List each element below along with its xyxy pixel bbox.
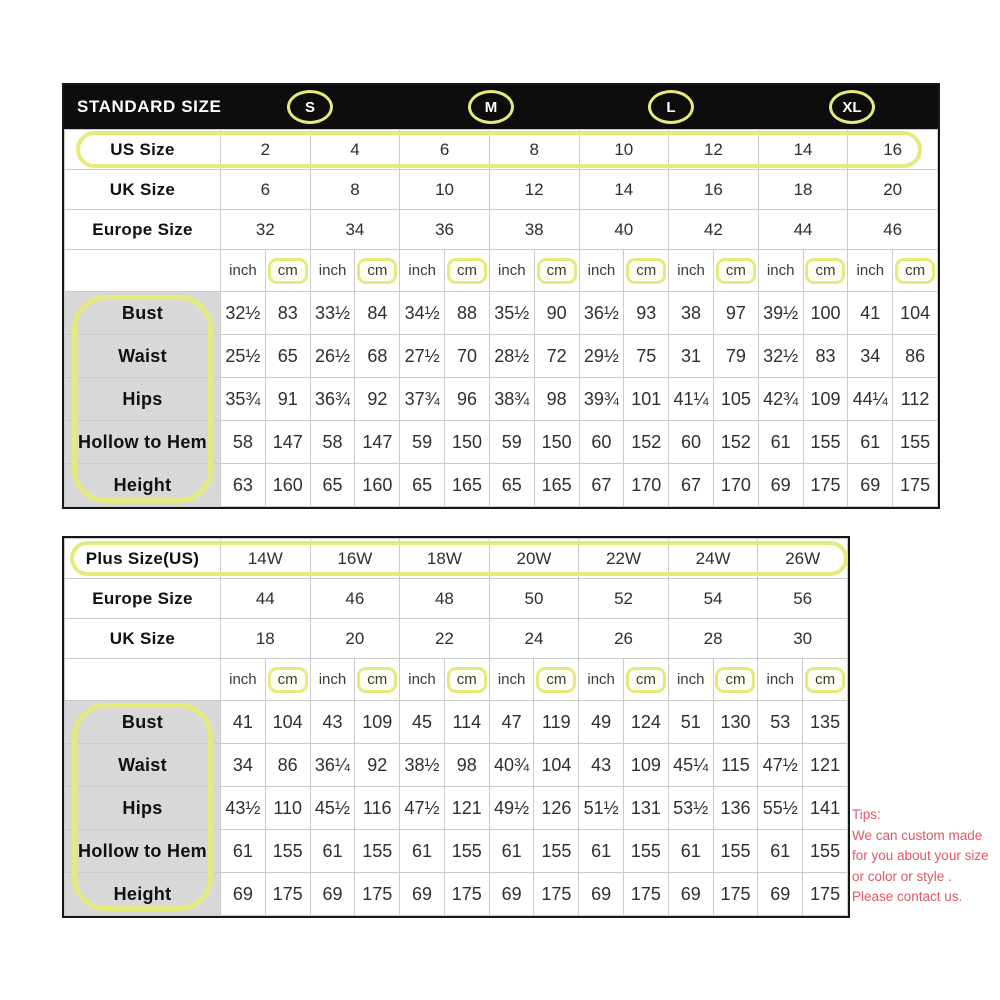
measure-value-cell: 175 bbox=[534, 873, 579, 916]
measure-value-cell: 36¼ bbox=[310, 744, 355, 787]
cm-unit-cell bbox=[355, 250, 400, 292]
measure-value-cell: 39½ bbox=[758, 292, 803, 335]
table-row bbox=[65, 830, 848, 873]
measure-value-cell: 119 bbox=[534, 701, 579, 744]
measure-value-cell: 27½ bbox=[400, 335, 445, 378]
measure-value-cell: 152 bbox=[624, 421, 669, 464]
measure-value-cell: 38¾ bbox=[489, 378, 534, 421]
measure-value-cell: 101 bbox=[624, 378, 669, 421]
cm-unit-cell bbox=[355, 659, 400, 701]
measure-value-cell: 150 bbox=[534, 421, 579, 464]
size-value-cell: 10 bbox=[400, 170, 490, 210]
size-value-cell: 24 bbox=[489, 619, 579, 659]
measure-value-cell: 55½ bbox=[758, 787, 803, 830]
size-value-cell: 56 bbox=[758, 579, 848, 619]
measure-value-cell: 53 bbox=[758, 701, 803, 744]
measure-value-cell: 61 bbox=[489, 830, 534, 873]
size-badge-m: M bbox=[468, 90, 514, 124]
measure-value-cell: 47½ bbox=[758, 744, 803, 787]
measure-value-cell: 155 bbox=[355, 830, 400, 873]
size-value-cell: 50 bbox=[489, 579, 579, 619]
measure-value-cell: 49 bbox=[579, 701, 624, 744]
measure-value-cell: 69 bbox=[668, 873, 713, 916]
measure-value-cell: 84 bbox=[355, 292, 400, 335]
size-value-cell: 6 bbox=[400, 130, 490, 170]
table-row bbox=[65, 292, 938, 335]
cm-unit-cell bbox=[893, 250, 938, 292]
cm-unit-cell bbox=[624, 659, 669, 701]
empty-corner-cell bbox=[65, 659, 221, 701]
size-value-cell: 10 bbox=[579, 130, 669, 170]
measure-value-cell: 155 bbox=[713, 830, 758, 873]
size-value-cell: 42 bbox=[669, 210, 759, 250]
size-value-cell: 14 bbox=[579, 170, 669, 210]
measure-value-cell: 34 bbox=[221, 744, 266, 787]
measure-value-cell: 109 bbox=[624, 744, 669, 787]
inch-unit-cell: inch bbox=[310, 659, 355, 701]
measure-value-cell: 175 bbox=[803, 464, 848, 507]
size-value-cell: 16 bbox=[669, 170, 759, 210]
inch-unit-cell: inch bbox=[221, 250, 266, 292]
measure-value-cell: 61 bbox=[310, 830, 355, 873]
measure-value-cell: 150 bbox=[445, 421, 490, 464]
cm-highlight-chip: cm bbox=[268, 258, 308, 284]
inch-unit-cell: inch bbox=[758, 250, 803, 292]
size-badge-s: S bbox=[287, 90, 333, 124]
inch-unit-cell: inch bbox=[758, 659, 803, 701]
measure-value-cell: 43 bbox=[310, 701, 355, 744]
measure-value-cell: 135 bbox=[803, 701, 848, 744]
measure-value-cell: 69 bbox=[221, 873, 266, 916]
measure-value-cell: 88 bbox=[445, 292, 490, 335]
row-label: Plus Size(US) bbox=[65, 539, 221, 579]
plus-size-table bbox=[62, 536, 850, 918]
measure-value-cell: 155 bbox=[624, 830, 669, 873]
inch-unit-cell: inch bbox=[579, 659, 624, 701]
measure-value-cell: 67 bbox=[669, 464, 714, 507]
cm-unit-cell bbox=[265, 659, 310, 701]
measure-value-cell: 35¾ bbox=[221, 378, 266, 421]
cm-unit-cell bbox=[444, 659, 489, 701]
measure-value-cell: 42¾ bbox=[758, 378, 803, 421]
size-value-cell: 6 bbox=[221, 170, 311, 210]
size-value-cell: 36 bbox=[400, 210, 490, 250]
cm-highlight-chip: cm bbox=[357, 258, 397, 284]
size-value-cell: 46 bbox=[848, 210, 938, 250]
size-value-cell: 26W bbox=[758, 539, 848, 579]
table-row bbox=[65, 170, 938, 210]
measure-value-cell: 155 bbox=[534, 830, 579, 873]
unit-row bbox=[65, 250, 938, 292]
measure-value-cell: 165 bbox=[534, 464, 579, 507]
measure-value-cell: 175 bbox=[265, 873, 310, 916]
measure-value-cell: 86 bbox=[893, 335, 938, 378]
size-value-cell: 18 bbox=[221, 619, 311, 659]
measure-value-cell: 53½ bbox=[668, 787, 713, 830]
measure-value-cell: 175 bbox=[355, 873, 400, 916]
row-label: Bust bbox=[65, 292, 221, 335]
measure-value-cell: 109 bbox=[355, 701, 400, 744]
measure-value-cell: 60 bbox=[579, 421, 624, 464]
tips-note bbox=[852, 805, 1000, 908]
size-value-cell: 8 bbox=[310, 170, 400, 210]
size-value-cell: 30 bbox=[758, 619, 848, 659]
cm-highlight-chip: cm bbox=[537, 258, 577, 284]
measure-value-cell: 98 bbox=[534, 378, 579, 421]
measure-value-cell: 28½ bbox=[489, 335, 534, 378]
cm-highlight-chip: cm bbox=[895, 258, 935, 284]
inch-unit-cell: inch bbox=[400, 659, 445, 701]
cm-highlight-chip: cm bbox=[715, 667, 755, 693]
measure-value-cell: 131 bbox=[624, 787, 669, 830]
standard-size-title: STANDARD SIZE bbox=[77, 97, 222, 116]
size-value-cell: 32 bbox=[221, 210, 311, 250]
measure-value-cell: 170 bbox=[713, 464, 758, 507]
measure-value-cell: 86 bbox=[265, 744, 310, 787]
measure-value-cell: 165 bbox=[445, 464, 490, 507]
cm-unit-cell bbox=[713, 250, 758, 292]
tips-line: or color or style . bbox=[852, 868, 952, 884]
measure-value-cell: 72 bbox=[534, 335, 579, 378]
measure-value-cell: 61 bbox=[579, 830, 624, 873]
inch-unit-cell: inch bbox=[221, 659, 266, 701]
measure-value-cell: 61 bbox=[758, 830, 803, 873]
measure-value-cell: 65 bbox=[265, 335, 310, 378]
measure-value-cell: 61 bbox=[400, 830, 445, 873]
measure-value-cell: 104 bbox=[893, 292, 938, 335]
measure-value-cell: 141 bbox=[803, 787, 848, 830]
cm-unit-cell bbox=[534, 250, 579, 292]
measure-value-cell: 29½ bbox=[579, 335, 624, 378]
measure-value-cell: 175 bbox=[713, 873, 758, 916]
table-row bbox=[65, 421, 938, 464]
size-value-cell: 52 bbox=[579, 579, 669, 619]
row-label: US Size bbox=[65, 130, 221, 170]
table-row bbox=[65, 539, 848, 579]
table-row bbox=[65, 464, 938, 507]
measure-value-cell: 69 bbox=[758, 873, 803, 916]
empty-corner-cell bbox=[65, 250, 221, 292]
cm-unit-cell bbox=[445, 250, 490, 292]
measure-value-cell: 35½ bbox=[489, 292, 534, 335]
size-value-cell: 46 bbox=[310, 579, 400, 619]
row-label: Hips bbox=[65, 378, 221, 421]
table-row bbox=[65, 787, 848, 830]
row-label: Waist bbox=[65, 744, 221, 787]
measure-value-cell: 58 bbox=[310, 421, 355, 464]
measure-value-cell: 31 bbox=[669, 335, 714, 378]
size-value-cell: 16W bbox=[310, 539, 400, 579]
measure-value-cell: 175 bbox=[893, 464, 938, 507]
measure-value-cell: 41¼ bbox=[669, 378, 714, 421]
cm-highlight-chip: cm bbox=[716, 258, 756, 284]
size-value-cell: 48 bbox=[400, 579, 490, 619]
measure-value-cell: 96 bbox=[445, 378, 490, 421]
measure-value-cell: 79 bbox=[713, 335, 758, 378]
table-row bbox=[65, 130, 938, 170]
size-value-cell: 14W bbox=[221, 539, 311, 579]
size-value-cell: 20W bbox=[489, 539, 579, 579]
measure-value-cell: 51½ bbox=[579, 787, 624, 830]
size-value-cell: 38 bbox=[489, 210, 579, 250]
measure-value-cell: 69 bbox=[489, 873, 534, 916]
size-value-cell: 44 bbox=[221, 579, 311, 619]
tips-line: Please contact us. bbox=[852, 889, 963, 904]
cm-unit-cell bbox=[713, 659, 758, 701]
measure-value-cell: 147 bbox=[355, 421, 400, 464]
inch-unit-cell: inch bbox=[489, 250, 534, 292]
measure-value-cell: 38 bbox=[669, 292, 714, 335]
inch-unit-cell: inch bbox=[848, 250, 893, 292]
cm-unit-cell bbox=[624, 250, 669, 292]
measure-value-cell: 114 bbox=[444, 701, 489, 744]
measure-value-cell: 63 bbox=[221, 464, 266, 507]
cm-unit-cell bbox=[803, 250, 848, 292]
measure-value-cell: 26½ bbox=[310, 335, 355, 378]
measure-value-cell: 40¾ bbox=[489, 744, 534, 787]
measure-value-cell: 160 bbox=[355, 464, 400, 507]
measure-value-cell: 100 bbox=[803, 292, 848, 335]
measure-value-cell: 65 bbox=[489, 464, 534, 507]
measure-value-cell: 37¾ bbox=[400, 378, 445, 421]
measure-value-cell: 98 bbox=[444, 744, 489, 787]
measure-value-cell: 45¼ bbox=[668, 744, 713, 787]
inch-unit-cell: inch bbox=[668, 659, 713, 701]
measure-value-cell: 36¾ bbox=[310, 378, 355, 421]
standard-size-grid bbox=[64, 129, 938, 507]
measure-value-cell: 104 bbox=[265, 701, 310, 744]
size-value-cell: 54 bbox=[668, 579, 758, 619]
measure-value-cell: 105 bbox=[713, 378, 758, 421]
measure-value-cell: 36½ bbox=[579, 292, 624, 335]
measure-value-cell: 130 bbox=[713, 701, 758, 744]
measure-value-cell: 25½ bbox=[221, 335, 266, 378]
cm-unit-cell bbox=[534, 659, 579, 701]
measure-value-cell: 45 bbox=[400, 701, 445, 744]
measure-value-cell: 32½ bbox=[221, 292, 266, 335]
measure-value-cell: 51 bbox=[668, 701, 713, 744]
measure-value-cell: 61 bbox=[668, 830, 713, 873]
measure-value-cell: 61 bbox=[848, 421, 893, 464]
measure-value-cell: 155 bbox=[803, 830, 848, 873]
cm-highlight-chip: cm bbox=[536, 667, 576, 693]
measure-value-cell: 152 bbox=[713, 421, 758, 464]
measure-value-cell: 121 bbox=[444, 787, 489, 830]
measure-value-cell: 155 bbox=[444, 830, 489, 873]
table-row bbox=[65, 210, 938, 250]
row-label: Height bbox=[65, 464, 221, 507]
size-value-cell: 4 bbox=[310, 130, 400, 170]
measure-value-cell: 59 bbox=[489, 421, 534, 464]
measure-value-cell: 109 bbox=[803, 378, 848, 421]
cm-highlight-chip: cm bbox=[626, 667, 666, 693]
measure-value-cell: 175 bbox=[444, 873, 489, 916]
measure-value-cell: 69 bbox=[400, 873, 445, 916]
measure-value-cell: 155 bbox=[803, 421, 848, 464]
measure-value-cell: 155 bbox=[265, 830, 310, 873]
measure-value-cell: 65 bbox=[310, 464, 355, 507]
measure-value-cell: 69 bbox=[310, 873, 355, 916]
measure-value-cell: 115 bbox=[713, 744, 758, 787]
measure-value-cell: 175 bbox=[624, 873, 669, 916]
size-value-cell: 20 bbox=[310, 619, 400, 659]
table-row bbox=[65, 701, 848, 744]
size-value-cell: 26 bbox=[579, 619, 669, 659]
size-value-cell: 20 bbox=[848, 170, 938, 210]
measure-value-cell: 69 bbox=[848, 464, 893, 507]
tips-lines bbox=[852, 826, 1000, 908]
measure-value-cell: 58 bbox=[221, 421, 266, 464]
measure-value-cell: 59 bbox=[400, 421, 445, 464]
tips-line: for you about your size bbox=[852, 848, 989, 863]
inch-unit-cell: inch bbox=[669, 250, 714, 292]
size-badge-xl: XL bbox=[829, 90, 875, 124]
measure-value-cell: 49½ bbox=[489, 787, 534, 830]
size-value-cell: 18 bbox=[758, 170, 848, 210]
table-row bbox=[65, 744, 848, 787]
cm-highlight-chip: cm bbox=[447, 667, 487, 693]
cm-highlight-chip: cm bbox=[805, 258, 845, 284]
measure-value-cell: 41 bbox=[221, 701, 266, 744]
cm-unit-cell bbox=[803, 659, 848, 701]
measure-value-cell: 124 bbox=[624, 701, 669, 744]
cm-highlight-chip: cm bbox=[447, 258, 487, 284]
measure-value-cell: 39¾ bbox=[579, 378, 624, 421]
measure-value-cell: 155 bbox=[893, 421, 938, 464]
measure-value-cell: 47½ bbox=[400, 787, 445, 830]
measure-value-cell: 60 bbox=[669, 421, 714, 464]
measure-value-cell: 97 bbox=[713, 292, 758, 335]
plus-size-grid bbox=[64, 538, 848, 916]
measure-value-cell: 112 bbox=[893, 378, 938, 421]
size-value-cell: 28 bbox=[668, 619, 758, 659]
measure-value-cell: 43 bbox=[579, 744, 624, 787]
measure-value-cell: 90 bbox=[534, 292, 579, 335]
row-label: Hips bbox=[65, 787, 221, 830]
row-label: Hollow to Hem bbox=[65, 421, 221, 464]
tips-line: We can custom made bbox=[852, 827, 983, 843]
measure-value-cell: 47 bbox=[489, 701, 534, 744]
row-label: Height bbox=[65, 873, 221, 916]
size-value-cell: 44 bbox=[758, 210, 848, 250]
measure-value-cell: 43½ bbox=[221, 787, 266, 830]
measure-value-cell: 34½ bbox=[400, 292, 445, 335]
row-label: Europe Size bbox=[65, 210, 221, 250]
measure-value-cell: 160 bbox=[265, 464, 310, 507]
inch-unit-cell: inch bbox=[400, 250, 445, 292]
measure-value-cell: 68 bbox=[355, 335, 400, 378]
size-value-cell: 34 bbox=[310, 210, 400, 250]
size-value-cell: 24W bbox=[668, 539, 758, 579]
size-value-cell: 12 bbox=[489, 170, 579, 210]
measure-value-cell: 69 bbox=[758, 464, 803, 507]
measure-value-cell: 121 bbox=[803, 744, 848, 787]
size-value-cell: 18W bbox=[400, 539, 490, 579]
cm-highlight-chip: cm bbox=[357, 667, 397, 693]
measure-value-cell: 126 bbox=[534, 787, 579, 830]
row-label: UK Size bbox=[65, 170, 221, 210]
measure-value-cell: 175 bbox=[803, 873, 848, 916]
measure-value-cell: 136 bbox=[713, 787, 758, 830]
row-label: UK Size bbox=[65, 619, 221, 659]
cm-highlight-chip: cm bbox=[805, 667, 845, 693]
table-row bbox=[65, 579, 848, 619]
measure-value-cell: 116 bbox=[355, 787, 400, 830]
measure-value-cell: 61 bbox=[221, 830, 266, 873]
measure-value-cell: 75 bbox=[624, 335, 669, 378]
measure-value-cell: 104 bbox=[534, 744, 579, 787]
size-value-cell: 22W bbox=[579, 539, 669, 579]
standard-size-table bbox=[62, 83, 940, 509]
unit-row bbox=[65, 659, 848, 701]
measure-value-cell: 70 bbox=[445, 335, 490, 378]
size-value-cell: 12 bbox=[669, 130, 759, 170]
size-badge-l: L bbox=[648, 90, 694, 124]
row-label: Waist bbox=[65, 335, 221, 378]
table-row bbox=[65, 619, 848, 659]
table-row bbox=[65, 378, 938, 421]
size-value-cell: 16 bbox=[848, 130, 938, 170]
measure-value-cell: 92 bbox=[355, 378, 400, 421]
measure-value-cell: 69 bbox=[579, 873, 624, 916]
table-row bbox=[65, 873, 848, 916]
measure-value-cell: 41 bbox=[848, 292, 893, 335]
size-value-cell: 14 bbox=[758, 130, 848, 170]
row-label: Europe Size bbox=[65, 579, 221, 619]
measure-value-cell: 83 bbox=[803, 335, 848, 378]
row-label: Hollow to Hem bbox=[65, 830, 221, 873]
measure-value-cell: 65 bbox=[400, 464, 445, 507]
inch-unit-cell: inch bbox=[310, 250, 355, 292]
measure-value-cell: 38½ bbox=[400, 744, 445, 787]
cm-highlight-chip: cm bbox=[626, 258, 666, 284]
tips-title: Tips: bbox=[852, 807, 881, 822]
inch-unit-cell: inch bbox=[489, 659, 534, 701]
measure-value-cell: 92 bbox=[355, 744, 400, 787]
measure-value-cell: 45½ bbox=[310, 787, 355, 830]
measure-value-cell: 32½ bbox=[758, 335, 803, 378]
inch-unit-cell: inch bbox=[579, 250, 624, 292]
cm-unit-cell bbox=[265, 250, 310, 292]
measure-value-cell: 170 bbox=[624, 464, 669, 507]
cm-highlight-chip: cm bbox=[268, 667, 308, 693]
measure-value-cell: 83 bbox=[265, 292, 310, 335]
table-row bbox=[65, 335, 938, 378]
measure-value-cell: 93 bbox=[624, 292, 669, 335]
measure-value-cell: 33½ bbox=[310, 292, 355, 335]
size-value-cell: 2 bbox=[221, 130, 311, 170]
measure-value-cell: 61 bbox=[758, 421, 803, 464]
size-value-cell: 40 bbox=[579, 210, 669, 250]
standard-size-header bbox=[64, 85, 938, 129]
measure-value-cell: 67 bbox=[579, 464, 624, 507]
row-label: Bust bbox=[65, 701, 221, 744]
measure-value-cell: 147 bbox=[265, 421, 310, 464]
measure-value-cell: 110 bbox=[265, 787, 310, 830]
measure-value-cell: 91 bbox=[265, 378, 310, 421]
measure-value-cell: 34 bbox=[848, 335, 893, 378]
size-value-cell: 22 bbox=[400, 619, 490, 659]
size-value-cell: 8 bbox=[489, 130, 579, 170]
measure-value-cell: 44¼ bbox=[848, 378, 893, 421]
